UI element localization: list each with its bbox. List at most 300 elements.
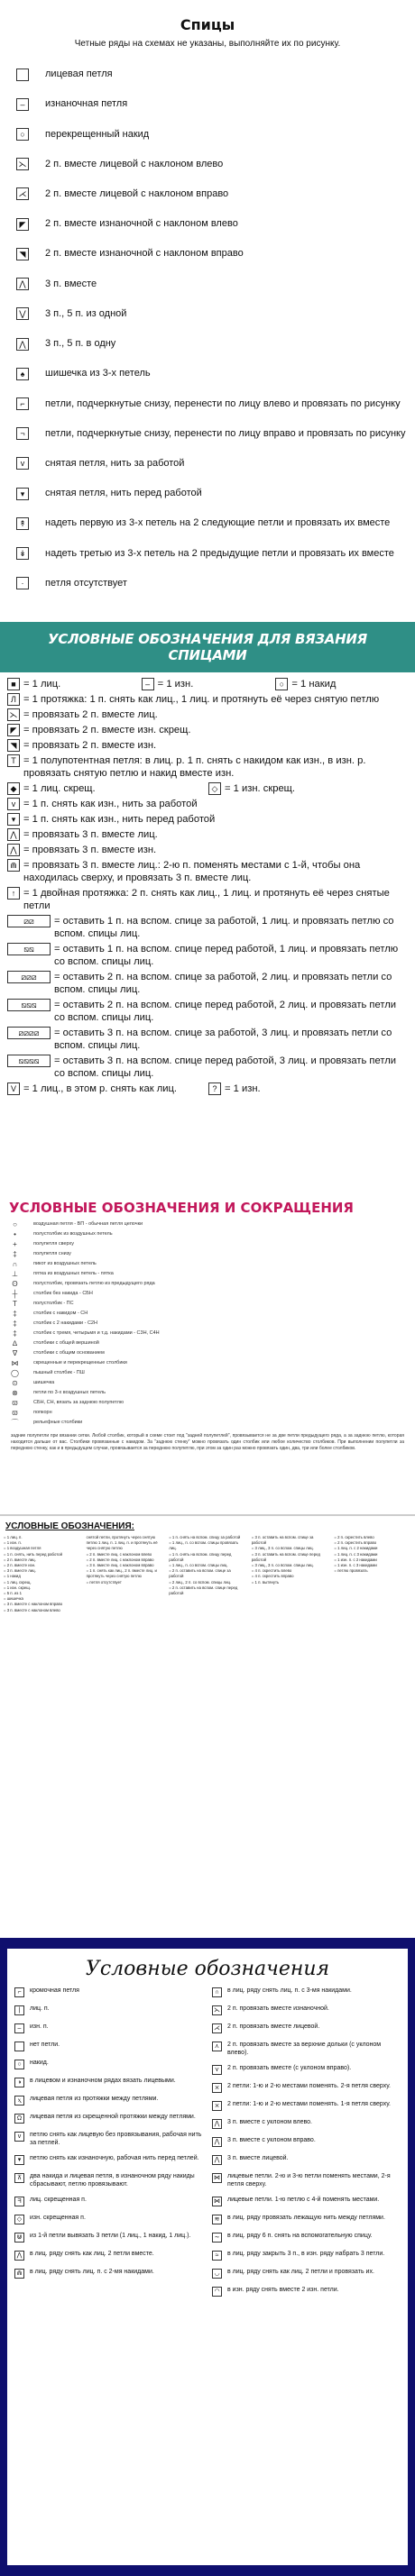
- legend-list: [0, 1216, 415, 1428]
- stitch-symbol-icon: –: [14, 2023, 24, 2033]
- legend-item: [0, 569, 415, 598]
- crochet-symbol-icon: ‡: [11, 1329, 19, 1338]
- legend-label: столбики с общей вершиной: [33, 1340, 99, 1346]
- legend-cell: [7, 1055, 410, 1080]
- legend-list: [0, 672, 415, 1095]
- legend-item: [14, 2114, 203, 2124]
- legend-label: 3 п. вместе с уклоном вправо.: [227, 2137, 316, 2143]
- legend-cell: [7, 1082, 208, 1095]
- legend-list: [0, 59, 415, 598]
- stitch-symbol-icon: ◑: [14, 2078, 24, 2087]
- legend-column: = 1 п. снять на вспом. спицу за работой = 1 лиц., п. со вспом. спицы провязать лиц. = 1 п. снять на вспом. спицу перед работой = 1 лиц., п. со вспом. спицы лиц. = 2 п. оставить на вспом. спице за работой = 2 лиц., 2 п. со вспом. спицы лиц. = 2 п. оставить на вспом. спице перед работой: [169, 1535, 241, 1596]
- legend-label: = 1 лиц., в этом р. снять как лиц.: [23, 1083, 178, 1094]
- legend-label: петли, подчеркнутые снизу, перенести по лицу влево и провязать по рисунку: [45, 397, 401, 409]
- legend-item: [11, 1398, 415, 1408]
- stitch-symbol-icon: ⋓: [14, 2233, 24, 2243]
- legend-row: [7, 693, 410, 706]
- legend-item: [0, 419, 415, 449]
- legend-label: шишечка из 3-х петель: [45, 368, 151, 379]
- legend-row: [7, 708, 410, 721]
- legend-item: [14, 2060, 203, 2069]
- stitch-symbol-icon: v: [14, 2132, 24, 2142]
- legend-item: [11, 1219, 415, 1229]
- stitch-symbol-icon: ⋒: [7, 859, 20, 872]
- legend-label: в лиц. ряду снять лиц. п. с 2-мя накидами.: [30, 2269, 154, 2275]
- legend-cell: [7, 887, 410, 912]
- legend-label: в изн. ряду снять вместе 2 изн. петли.: [227, 2287, 339, 2293]
- legend-label: полустолбик, провязать петлю из предыдущего ряда: [33, 1281, 155, 1286]
- legend-row: [7, 999, 410, 1024]
- legend-label: рельефные столбики: [33, 1420, 83, 1425]
- legend-label: лицевые петли. 2-ю и 3-ю петли поменять местами, 2-я петля сверху.: [227, 2173, 391, 2188]
- legend-item: [11, 1249, 415, 1259]
- legend-row: [7, 1055, 410, 1080]
- stitch-symbol-icon: Ω: [14, 2114, 24, 2124]
- legend-row: [7, 724, 410, 736]
- legend-label: петли, подчеркнутые снизу, перенести по лицу вправо и провязать по рисунку: [45, 427, 406, 439]
- legend-item: [11, 1299, 415, 1309]
- legend-columns: [0, 1535, 415, 1613]
- legend-item: [0, 299, 415, 329]
- legend-item: [212, 2155, 401, 2165]
- legend-item: [11, 1358, 415, 1368]
- legend-item: [212, 2042, 401, 2057]
- legend-item: [14, 2251, 203, 2261]
- section-title: Спицы: [180, 16, 235, 33]
- pass-over-2-icon: ↡: [16, 547, 29, 560]
- legend-label: столбики с общим основанием: [33, 1350, 105, 1356]
- legend-section-crochet: [0, 1194, 415, 1514]
- legend-label: два накида и лицевая петля, в изнаночном ряду накиды сбрасывают, петлю провязывают.: [30, 2173, 195, 2188]
- stitch-symbol-icon: ≈: [212, 2251, 222, 2261]
- legend-label: = оставить 3 п. на вспом. спице за работой, 3 лиц. и провязать петли со вспом. спицы лиц.: [54, 1028, 392, 1051]
- legend-item: [0, 59, 415, 89]
- legend-row: [7, 813, 410, 826]
- stitch-symbol-icon: ⨯: [212, 2083, 222, 2093]
- legend-cell: [7, 1027, 410, 1052]
- legend-label: 2 п. провязать вместе изнаночной.: [227, 2005, 329, 2012]
- crochet-symbol-icon: ⊗: [12, 1389, 18, 1397]
- legend-row: [7, 754, 410, 780]
- legend-cell: [275, 678, 410, 690]
- legend-label: 2 п. вместе изнаночной с наклоном влево: [45, 218, 238, 230]
- stitch-symbol-icon: Л: [7, 693, 20, 706]
- legend-item: [0, 179, 415, 209]
- legend-item: [0, 209, 415, 239]
- knit-stitch-icon: [16, 69, 29, 81]
- legend-item: [212, 2005, 401, 2015]
- stitch-symbol-icon: ⋈: [214, 2175, 220, 2181]
- legend-row: [7, 971, 410, 996]
- legend-row: [7, 739, 410, 752]
- legend-label: 3 п. вместе с уклоном влево.: [227, 2119, 313, 2125]
- legend-label: столбик с 2 накидами - С2Н: [33, 1320, 97, 1326]
- cable-right-icon: ¬: [16, 427, 29, 440]
- section-title: Условные обозначения: [85, 1958, 330, 1980]
- legend-item: [212, 2065, 401, 2075]
- legend-label: снятая петля, нить за работой: [45, 457, 185, 469]
- legend-item: [0, 89, 415, 119]
- increase-icon: ⋁: [16, 307, 29, 320]
- crochet-symbol-icon: ⊥: [12, 1270, 18, 1278]
- legend-card: [7, 1949, 408, 2565]
- legend-label: = 1 изн. скрещ.: [225, 783, 295, 794]
- legend-label: = 1 протяжка: 1 п. снять как лиц., 1 лиц. и протянуть её через снятую петлю: [23, 694, 380, 705]
- section-note: Четные ряды на схемах не указаны, выполняйте их по рисунку.: [74, 39, 341, 49]
- stitch-symbol-icon: ⋀: [14, 2251, 24, 2261]
- legend-row: [7, 915, 410, 940]
- slip-back-icon: v: [16, 457, 29, 470]
- stitch-symbol-icon: ⋎: [212, 2065, 222, 2075]
- legend-label: в лиц. ряду закрыть 3 п., в изн. ряду набрать 3 петли.: [227, 2251, 385, 2257]
- legend-label: надеть первую из 3-х петель на 2 следующие петли и провязать их вместе: [45, 517, 391, 529]
- bobble-icon: ♠: [16, 368, 29, 380]
- legend-label: 2 петли: 1-ю и 2-ю местами поменять. 1-я петля сверху.: [227, 2101, 391, 2107]
- legend-item: [14, 2096, 203, 2106]
- legend-cell: [7, 859, 410, 884]
- pass-over-icon: ↟: [16, 517, 29, 530]
- decrease-icon: ⋀: [16, 338, 29, 351]
- stitch-symbol-icon: |: [14, 2005, 24, 2015]
- stitch-symbol-icon: ⧅⧅⧅: [7, 999, 51, 1011]
- legend-label: 2 петли: 1-ю и 2-ю местами поменять. 2-я петля сверху.: [227, 2083, 391, 2089]
- legend-label: лицевая петля из протяжки между петлями.: [30, 2096, 159, 2102]
- legend-label: = оставить 3 п. на вспом. спице перед работой, 3 лиц. и провязать петли со вспом. спицы лиц.: [54, 1055, 396, 1079]
- legend-label: нет петли.: [30, 2042, 60, 2048]
- legend-label: = провязать 3 п. вместе лиц.: 2-ю п. поменять местами с 1-й, чтобы она находилась сверху, и провязать 3 п. вместе лиц.: [23, 860, 361, 883]
- section-title: УСЛОВНЫЕ ОБОЗНАЧЕНИЯ И СОКРАЩЕНИЯ: [9, 1200, 354, 1216]
- crochet-symbol-icon: ◯: [11, 1369, 19, 1377]
- legend-item: [212, 2197, 401, 2206]
- stitch-symbol-icon: ⧄⧄⧄⧄: [7, 1027, 51, 1039]
- legend-label: 2 п. вместе изнаночной с наклоном вправо: [45, 248, 244, 260]
- legend-label: воздушная петля - ВП - обычная петля цепочки: [33, 1221, 143, 1227]
- legend-item: [212, 2233, 401, 2243]
- k3tog-icon: ⋀: [16, 278, 29, 290]
- legend-label: в лиц. ряду провязать лежащую нить между петлями.: [227, 2215, 385, 2221]
- legend-item: [11, 1319, 415, 1329]
- legend-label: петля отсутствует: [45, 577, 127, 589]
- legend-column: снятой петли, протянуть через снятую петлю 1 лиц. п. 1 лиц. п. и протянуть её через снятую петлю = 2 п. вместе лиц. с наклоном влево = 2 п. вместе лиц. с наклоном вправо = 3 п. вместе лиц. с наклоном вправо = 1 п. снять как лиц., 2 п. вместе лиц. и протянуть через снятую петлю = петля отсутствует: [86, 1535, 158, 1585]
- stitch-symbol-icon: [14, 2042, 24, 2051]
- legend-column: = 2 п. скрестить влево = 2 п. скрестить вправо = 1 лиц. п. с 2 накидами = 1 лиц. п. с 3 накидами = 1 изн. п. с 2 накидами = 1 изн. п. с 3 накидами = петлю провязать: [334, 1535, 378, 1574]
- legend-label: = 1 лиц. скрещ.: [23, 783, 96, 794]
- stitch-symbol-icon: ◡: [212, 2269, 222, 2279]
- legend-label: = 1 накид: [291, 679, 337, 690]
- legend-item: [11, 1338, 415, 1348]
- stitch-symbol-icon: ⋀: [212, 2155, 222, 2165]
- legend-cell: [7, 708, 410, 721]
- legend-item: [14, 2233, 203, 2243]
- legend-label: = провязать 2 п. вместе изн. скрещ.: [23, 725, 191, 735]
- legend-label: пятка из воздушных петель - пятка: [33, 1271, 114, 1276]
- legend-label: СБН, СН, вязать за заднюю полупетлю: [33, 1400, 124, 1405]
- stitch-symbol-icon: ∩: [212, 1987, 222, 1997]
- stitch-symbol-icon: ⧅⧅: [7, 943, 51, 955]
- purl-stitch-icon: –: [16, 98, 29, 111]
- legend-item: [212, 2023, 401, 2033]
- legend-item: [0, 150, 415, 179]
- stitch-symbol-icon: ⋋: [214, 2007, 220, 2014]
- stitch-symbol-icon: ⋒: [14, 2269, 24, 2279]
- legend-section-blue-frame: [0, 1938, 415, 2576]
- crochet-symbol-icon: ⋈: [11, 1359, 19, 1367]
- legend-label: в лиц. ряду снять лиц. п. с 3-мя накидами.: [227, 1987, 352, 1994]
- legend-item: [212, 2287, 401, 2297]
- crochet-symbol-icon: T: [11, 1300, 19, 1308]
- legend-label: петлю снять как лицевую без провязывания, рабочая нить за петлей.: [30, 2132, 202, 2146]
- legend-item: [14, 1987, 203, 1997]
- legend-item: [11, 1418, 415, 1428]
- legend-item: [14, 2042, 203, 2051]
- legend-cell: [7, 798, 410, 810]
- legend-label: изн. п.: [30, 2023, 49, 2030]
- legend-label: 2 п. провязать вместе за верхние дольки (с уклоном влево).: [227, 2042, 382, 2056]
- legend-label: скрещенные и перекрещенные столбики: [33, 1360, 127, 1366]
- legend-cell: [7, 943, 410, 968]
- legend-item: [11, 1348, 415, 1358]
- legend-item: [0, 539, 415, 569]
- legend-row: [7, 859, 410, 884]
- stitch-symbol-icon: ○: [275, 678, 288, 690]
- legend-label: накид.: [30, 2060, 49, 2066]
- legend-label: полупетля сверху: [33, 1241, 75, 1247]
- legend-item: [11, 1289, 415, 1299]
- legend-item: [14, 2023, 203, 2033]
- legend-item: [14, 2269, 203, 2279]
- legend-item: [14, 2005, 203, 2015]
- legend-item: [11, 1309, 415, 1319]
- legend-row: [7, 828, 410, 841]
- legend-label: 2 п. вместе лицевой с наклоном влево: [45, 158, 224, 169]
- legend-item: [14, 2215, 203, 2224]
- stitch-symbol-icon: ○: [14, 2060, 24, 2069]
- legend-item: [11, 1279, 415, 1289]
- crochet-symbol-icon: ϖ: [12, 1399, 18, 1407]
- legend-label: 2 п. провязать вместе лицевой.: [227, 2023, 320, 2030]
- legend-label: столбик с накидом - СН: [33, 1311, 88, 1316]
- section-banner: УСЛОВНЫЕ ОБОЗНАЧЕНИЯ ДЛЯ ВЯЗАНИЯ СПИЦАМИ: [0, 622, 415, 672]
- stitch-symbol-icon: ⋌: [214, 2025, 220, 2032]
- legend-label: = оставить 1 п. на вспом. спице перед работой, 1 лиц. и провязать петлю со вспом. спицы лиц.: [54, 944, 399, 967]
- stitch-symbol-icon: v: [7, 798, 20, 810]
- legend-item: [0, 359, 415, 388]
- legend-column-left: [14, 1987, 203, 2305]
- stitch-symbol-icon: ◤: [7, 724, 20, 736]
- legend-row: [7, 943, 410, 968]
- legend-label: столбик с тремя, четырьмя и т.д. накидами - С3Н, С4Н: [33, 1330, 160, 1336]
- legend-label: пышный столбик - ПШ: [33, 1370, 85, 1375]
- stitch-symbol-icon: ▾: [14, 2155, 24, 2165]
- stitch-symbol-icon: ⌐: [14, 1987, 24, 1997]
- legend-label: = провязать 3 п. вместе изн.: [23, 845, 157, 855]
- legend-cell: [7, 971, 410, 996]
- legend-row: [7, 844, 410, 856]
- crochet-symbol-icon: ʘ: [12, 1280, 18, 1288]
- legend-section-knitting-needles: [0, 622, 415, 1194]
- legend-label: перекрещенный накид: [45, 128, 150, 140]
- legend-cell: [7, 678, 142, 690]
- legend-item: [212, 2269, 401, 2279]
- legend-label: лицевые петли. 1-ю петлю с 4-й поменять местами.: [227, 2197, 380, 2203]
- legend-label: 3 п., 5 п. из одной: [45, 307, 127, 319]
- legend-item: [0, 508, 415, 538]
- legend-item: [11, 1329, 415, 1338]
- legend-cell: [7, 724, 410, 736]
- legend-row: [7, 782, 410, 795]
- stitch-symbol-icon: ◠: [212, 2287, 222, 2297]
- crochet-symbol-icon: ∇: [12, 1349, 18, 1357]
- legend-item: [212, 2101, 401, 2111]
- legend-item: [0, 388, 415, 418]
- legend-column-right: [212, 1987, 401, 2305]
- legend-item: [212, 2251, 401, 2261]
- k2tog-left-icon: ⋋: [16, 158, 29, 170]
- legend-item: [212, 2119, 401, 2129]
- stitch-symbol-icon: ?: [208, 1082, 221, 1095]
- stitch-symbol-icon: ≋: [212, 2215, 222, 2224]
- stitch-symbol-icon: ⋋: [7, 708, 20, 721]
- stitch-symbol-icon: ◆: [7, 782, 20, 795]
- crochet-symbol-icon: ‡: [11, 1250, 19, 1258]
- stitch-symbol-icon: ↑: [7, 887, 20, 900]
- legend-label: = 1 п. снять как изн., нить перед работой: [23, 814, 216, 825]
- legend-item: [0, 479, 415, 508]
- legend-label: петли по 3-х воздушных петель: [33, 1390, 106, 1395]
- stitch-symbol-icon: ⋀: [7, 828, 20, 841]
- k2tog-right-icon: ⋌: [16, 187, 29, 200]
- legend-label: = 1 лиц.: [23, 679, 61, 690]
- legend-cell: [142, 678, 276, 690]
- legend-label: лиц. скрещенная п.: [30, 2197, 87, 2203]
- stitch-symbol-icon: ᖷ: [14, 2197, 24, 2206]
- slip-front-icon: ▾: [16, 488, 29, 500]
- legend-item: [212, 2083, 401, 2093]
- legend-item: [11, 1269, 415, 1279]
- legend-column: = 3 п. оставить на вспом. спице за работой = 3 лиц., 3 п. со вспом. спицы лиц. = 3 п. оставить на вспом. спице перед работой = 3 лиц., 3 п. со вспом. спицы лиц. = 4 п. скрестить влево = 4 п. скрестить вправо = 1 п. вытянуть: [251, 1535, 320, 1585]
- legend-label: изнаночная петля: [45, 98, 128, 110]
- legend-row: [7, 887, 410, 912]
- stitch-symbol-icon: ⨯: [212, 2101, 222, 2111]
- legend-label: = 1 п. снять как изн., нить за работой: [23, 799, 198, 809]
- legend-section-dense: [0, 1514, 415, 1938]
- legend-cell: [208, 1082, 410, 1095]
- crochet-symbol-icon: •: [11, 1230, 19, 1238]
- legend-row: [7, 1027, 410, 1052]
- legend-cell: [7, 915, 410, 940]
- legend-label: = 1 изн.: [225, 1083, 261, 1094]
- legend-label: 3 п., 5 п. в одну: [45, 338, 116, 350]
- stitch-symbol-icon: ⋀: [212, 2119, 222, 2129]
- legend-cell: [7, 782, 208, 795]
- legend-label: в лиц. ряду снять как лиц. 2 петли вместе.: [30, 2251, 154, 2257]
- legend-label: полустолбик - ПС: [33, 1301, 74, 1306]
- crochet-symbol-icon: ⌒: [11, 1419, 19, 1427]
- crochet-symbol-icon: ┼: [12, 1290, 18, 1298]
- legend-item: [11, 1259, 415, 1269]
- section-footer-text: задние полупетли при вязании сетки. Любой столбик, который в схеме стоит под "задней полупетлей", провязывается не за две петли предыдущего ряда, а за заднюю петлю, которая находится дальше от вас. Столбики провязанные с накидом. За "заднюю стенку" можно провязать один столбик или любое количество столбиков. При выполнении полупетли за переднюю стенку, как и в предыдущем случае, провязывается за переднюю полупетлю, при этом за один раз можно провязать один, два, три или более столбиков.: [11, 1433, 404, 1451]
- p2tog-right-icon: ◥: [16, 248, 29, 260]
- stitch-symbol-icon: ▾: [7, 813, 20, 826]
- crochet-symbol-icon: ∩: [12, 1260, 18, 1268]
- legend-label: 2 п. провязать вместе (с уклоном вправо).: [227, 2065, 352, 2071]
- legend-row: [7, 1082, 410, 1095]
- legend-label: шишечка: [33, 1380, 55, 1385]
- legend-cell: [7, 739, 410, 752]
- yarn-over-icon: ○: [16, 128, 29, 141]
- legend-label: = провязать 2 п. вместе лиц.: [23, 709, 158, 720]
- legend-label: из 1-й петли вывязать 3 петли (1 лиц., 1 накид, 1 лиц.).: [30, 2233, 191, 2239]
- legend-label: надеть третью из 3-х петель на 2 предыдущие петли и провязать их вместе: [45, 547, 394, 559]
- legend-item: [11, 1229, 415, 1239]
- legend-label: = 1 изн.: [157, 679, 194, 690]
- legend-item: [11, 1388, 415, 1398]
- legend-label: 3 п. вместе: [45, 278, 97, 289]
- legend-item: [0, 269, 415, 299]
- legend-cell: [7, 828, 410, 841]
- legend-cell: [208, 782, 410, 795]
- legend-cell: [7, 999, 410, 1024]
- legend-label: лицевая петля из скрещенной протяжки между петлями.: [30, 2114, 196, 2120]
- legend-item: [0, 119, 415, 149]
- legend-item: [11, 1239, 415, 1249]
- legend-item: [11, 1408, 415, 1418]
- crochet-symbol-icon: ∆: [11, 1339, 19, 1347]
- stitch-symbol-icon: ⋀: [212, 2137, 222, 2147]
- stitch-symbol-icon: ◥: [7, 739, 20, 752]
- section-title: УСЛОВНЫЕ ОБОЗНАЧЕНИЯ:: [5, 1521, 134, 1531]
- stitch-symbol-icon: ⧅⧅⧅⧅: [7, 1055, 51, 1067]
- legend-item: [14, 2155, 203, 2165]
- legend-label: столбик без накида - СБН: [33, 1291, 93, 1296]
- stitch-symbol-icon: ⊼: [14, 2173, 24, 2183]
- stitch-symbol-icon: ⧄⧄: [7, 915, 51, 927]
- stitch-symbol-icon: ⋀: [7, 844, 20, 856]
- legend-row: [7, 678, 410, 690]
- legend-label: в лицевом и изнаночном рядах вязать лицевыми.: [30, 2078, 176, 2084]
- legend-label: пикот из воздушных петель: [33, 1261, 97, 1266]
- legend-label: изн. скрещенная п.: [30, 2215, 86, 2221]
- legend-label: = 1 двойная протяжка: 2 п. снять как лиц., 1 лиц. и протянуть её через снятые петли: [23, 888, 390, 911]
- legend-item: [0, 449, 415, 479]
- crochet-symbol-icon: ‡: [11, 1310, 19, 1318]
- crochet-symbol-icon: +: [11, 1240, 19, 1248]
- crochet-symbol-icon: ‡: [11, 1320, 19, 1328]
- legend-label: снятая петля, нить перед работой: [45, 488, 202, 499]
- legend-item: [212, 2215, 401, 2224]
- legend-item: [212, 2137, 401, 2147]
- stitch-symbol-icon: ◇: [14, 2215, 24, 2224]
- crochet-symbol-icon: ○: [11, 1220, 19, 1229]
- crochet-symbol-icon: ⊙: [12, 1379, 18, 1387]
- stitch-symbol-icon: ◇: [208, 782, 221, 795]
- stitch-symbol-icon: ⋏: [212, 2042, 222, 2051]
- stitch-symbol-icon: ⋈: [214, 2198, 220, 2205]
- legend-label: попкорн: [33, 1410, 52, 1415]
- legend-label: = провязать 3 п. вместе лиц.: [23, 829, 158, 840]
- legend-item: [14, 2078, 203, 2087]
- legend-label: = оставить 1 п. на вспом. спице за работой, 1 лиц. и провязать петлю со вспом. спицы лиц.: [54, 916, 394, 939]
- legend-item: [0, 329, 415, 359]
- legend-label: петлю снять как изнаночную, рабочая нить перед петлей.: [30, 2155, 199, 2161]
- legend-section-knitting: [0, 0, 415, 622]
- legend-label: лицевая петля: [45, 69, 113, 80]
- legend-label: в лиц. ряду 6 п. снять на вспомогательную спицу.: [227, 2233, 373, 2239]
- stitch-symbol-icon: V: [7, 1082, 20, 1095]
- stitch-symbol-icon: T: [7, 754, 20, 767]
- legend-row: [7, 798, 410, 810]
- legend-label: полупетля снизу: [33, 1251, 71, 1256]
